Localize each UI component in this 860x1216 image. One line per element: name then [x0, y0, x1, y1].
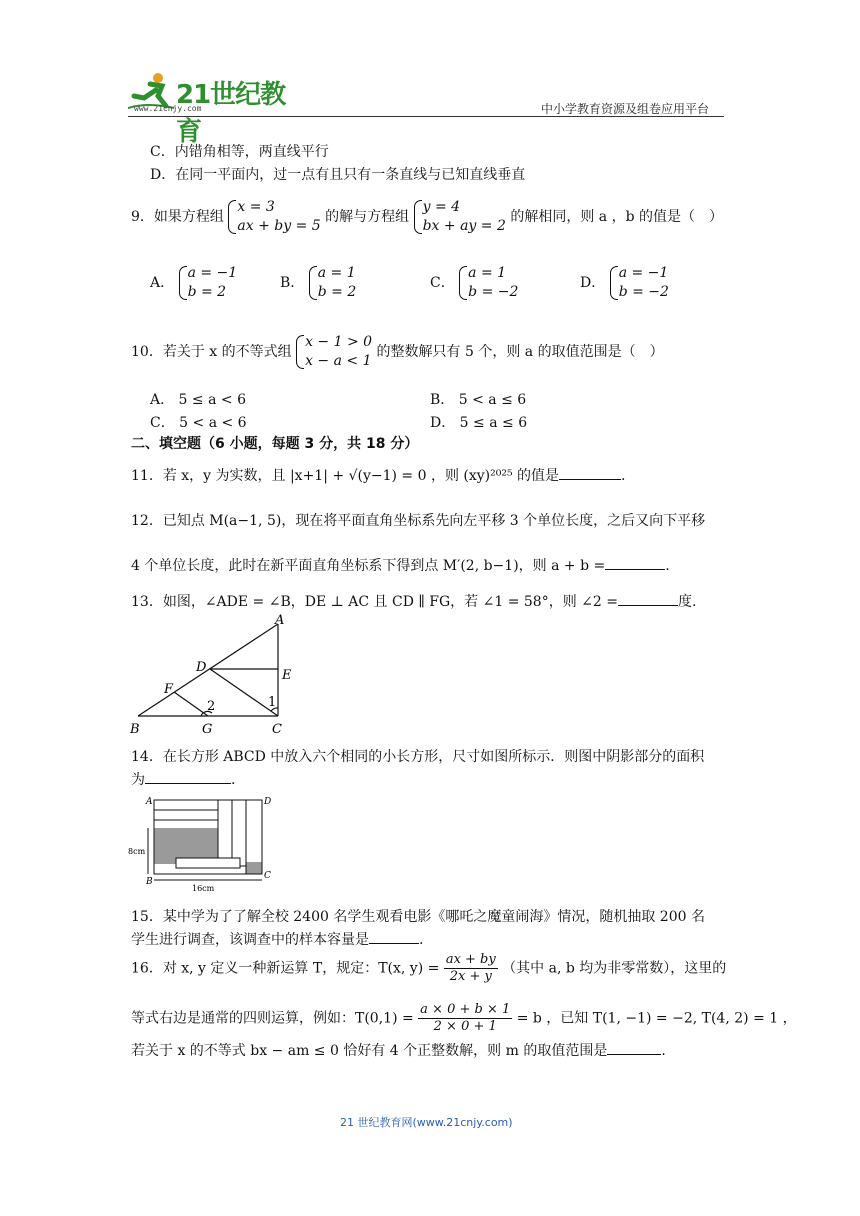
q12-text: 4 个单位长度，此时在新平面直角坐标系下得到点 M′(2, b−1)，则 a + b = [131, 558, 606, 574]
q15-answer-blank [369, 929, 419, 944]
q9-option-c-label: C． [430, 275, 455, 291]
q16-text: 若关于 x 的不等式 bx − am ≤ 0 恰好有 4 个正整数解，则 m 的取值范围是 [131, 1043, 608, 1059]
q11-text: 11．若 x，y 为实数，且 |x+1| + √(y−1) = 0 ，则 (xy)²⁰²⁵ 的值是 [131, 468, 560, 484]
footer-link[interactable]: 21 世纪教育网(www.21cnjy.com) [340, 1116, 513, 1129]
q10-option-a: A． 5 ≤ a < 6 [150, 392, 246, 408]
q9-option-d-line2: b = −2 [618, 284, 669, 300]
q9-sys1-line1: x = 3 [237, 199, 275, 215]
q15-text: 学生进行调查，该调查中的样本容量是 [131, 932, 369, 948]
q13-figure [126, 612, 301, 736]
q14-answer-blank [145, 769, 231, 784]
q10-option-b: B． 5 < a ≤ 6 [430, 392, 527, 408]
question-16-line3 [131, 1040, 666, 1060]
q9-option-a-system [179, 264, 238, 302]
q9-option-c-line1: a = 1 [468, 265, 507, 281]
q16-ex-denominator: 2 × 0 + 1 [433, 1019, 497, 1034]
q16-example-fraction [418, 1002, 512, 1035]
q16-def-denominator: 2x + y [449, 969, 492, 984]
q8-option-c: C．内错角相等，两直线平行 [150, 144, 329, 160]
q9-sys2-line2: bx + ay = 2 [422, 218, 506, 234]
q10-line2: x − a < 1 [305, 353, 372, 369]
q9-option-c-line2: b = −2 [468, 284, 519, 300]
q13-label-b: B [130, 722, 140, 736]
q9-option-d-line1: a = −1 [618, 265, 669, 281]
q10-system [296, 333, 372, 371]
q10-suffix: 的整数解只有 5 个，则 a 的取值范围是（ ） [376, 344, 664, 360]
q9-option-a-label: A． [150, 275, 175, 291]
q9-option-a-line2: b = 2 [187, 284, 227, 300]
q9-option-d-system [610, 264, 669, 302]
question-10 [131, 333, 664, 371]
question-13 [131, 591, 696, 611]
q16-period: . [661, 1043, 666, 1059]
q13-label-a: A [275, 613, 285, 628]
q14-label-a: A [146, 797, 153, 807]
q9-option-a [150, 264, 237, 302]
q12-answer-blank [605, 555, 665, 570]
q14-label-d: D [264, 797, 272, 807]
q9-system-1 [228, 198, 320, 236]
question-15-line1: 15．某中学为了了解全校 2400 名学生观看电影《哪吒之魔童闹海》情况，随机抽取 200 名 [131, 909, 705, 925]
logo-text: 21世纪教育 [176, 80, 286, 147]
question-14-line1: 14．在长方形 ABCD 中放入六个相同的小长方形，尺寸如图所标示．则图中阴影部分的面积 [131, 749, 705, 765]
q16-answer-blank [607, 1040, 661, 1055]
q13-label-f: F [164, 682, 174, 697]
q13-text: 13．如图，∠ADE = ∠B，DE ⊥ AC 且 CD ∥ FG，若 ∠1 = 58°，则 ∠2 = [131, 594, 618, 610]
q14-label-c: C [264, 871, 271, 881]
q9-option-b-line2: b = 2 [317, 284, 357, 300]
q14-small-rect-3 [218, 800, 232, 866]
section-2-heading: 二、填空题（6 小题，每题 3 分，共 18 分） [131, 436, 419, 452]
q14-small-rect-5 [176, 858, 240, 868]
q14-label-b: B [146, 877, 153, 887]
question-12-line1: 12．已知点 M(a−1, 5)，现在将平面直角坐标系先向左平移 3 个单位长度，之后又向下平移 [131, 513, 706, 529]
q9-option-c [430, 264, 518, 302]
q9-sys2-line1: y = 4 [422, 199, 461, 215]
question-12-line2 [131, 555, 670, 575]
q9-middle: 的解与方程组 [325, 209, 410, 225]
q11-answer-blank [559, 465, 621, 480]
logo-url: www.21cnjy.com [134, 104, 202, 113]
q14-small-rect-2 [154, 810, 218, 820]
q11-period: . [621, 468, 626, 484]
q10-option-d: D． 5 ≤ a ≤ 6 [430, 415, 528, 431]
header-divider [128, 116, 724, 117]
q9-option-b-system [309, 264, 357, 302]
q15-period: . [419, 932, 424, 948]
q13-unit: 度. [678, 594, 697, 610]
q14-small-rect-4 [232, 800, 246, 866]
q13-label-c: C [272, 722, 282, 736]
q9-option-b-label: B． [280, 275, 305, 291]
question-16-line2 [131, 1002, 797, 1035]
q13-label-e: E [282, 668, 292, 683]
q16-definition-fraction [444, 952, 498, 985]
q14-text: 为 [131, 772, 145, 788]
q16-prefix: 16．对 x, y 定义一种新运算 T，规定：T(x, y) = [131, 960, 440, 977]
q9-suffix: 的解相同，则 a ，b 的值是（ ） [510, 209, 723, 225]
question-11 [131, 465, 625, 485]
q14-height-label: 8cm [128, 847, 146, 856]
q10-line1: x − 1 > 0 [305, 334, 373, 350]
q10-prefix: 10．若关于 x 的不等式组 [131, 344, 292, 360]
question-14-line2 [131, 769, 235, 789]
q9-system-2 [414, 198, 506, 236]
q14-figure [126, 792, 276, 894]
q14-width-label: 16cm [192, 884, 215, 893]
q9-option-c-system [459, 264, 518, 302]
q8-option-d: D．在同一平面内，过一点有且只有一条直线与已知直线垂直 [150, 167, 526, 183]
q9-sys1-line2: ax + by = 5 [237, 218, 321, 234]
q16-example-suffix: = b ，已知 T(1, −1) = −2, T(4, 2) = 1 ， [516, 1010, 797, 1027]
q13-answer-blank [618, 591, 678, 606]
q9-option-b-line1: a = 1 [317, 265, 356, 281]
q16-ex-numerator: a × 0 + b × 1 [420, 1002, 511, 1017]
q16-example-prefix: 等式右边是通常的四则运算，例如：T(0,1) = [131, 1010, 414, 1027]
q9-prefix: 9．如果方程组 [131, 209, 224, 225]
q9-option-d [580, 264, 669, 302]
q10-option-c: C． 5 < a < 6 [150, 415, 247, 431]
q14-small-rect-1 [154, 800, 218, 810]
question-9 [131, 198, 723, 236]
q13-angle-1-label: 1 [268, 695, 277, 710]
q9-option-b [280, 264, 356, 302]
platform-name: 中小学教育资源及组卷应用平台 [541, 102, 710, 116]
q13-label-d: D [196, 660, 207, 675]
q9-option-d-label: D． [580, 275, 606, 291]
q9-option-a-line1: a = −1 [187, 265, 238, 281]
q16-def-numerator: ax + by [445, 952, 496, 967]
q12-period: . [665, 558, 670, 574]
header-logo [128, 70, 298, 147]
q14-period: . [231, 772, 236, 788]
q14-shaded-strip [246, 862, 262, 874]
question-16-line1 [131, 952, 726, 985]
q13-label-g: G [202, 722, 213, 736]
q16-suffix: （其中 a, b 均为非零常数），这里的 [502, 960, 727, 977]
question-15-line2 [131, 929, 423, 949]
q13-angle-2-label: 2 [207, 699, 216, 714]
